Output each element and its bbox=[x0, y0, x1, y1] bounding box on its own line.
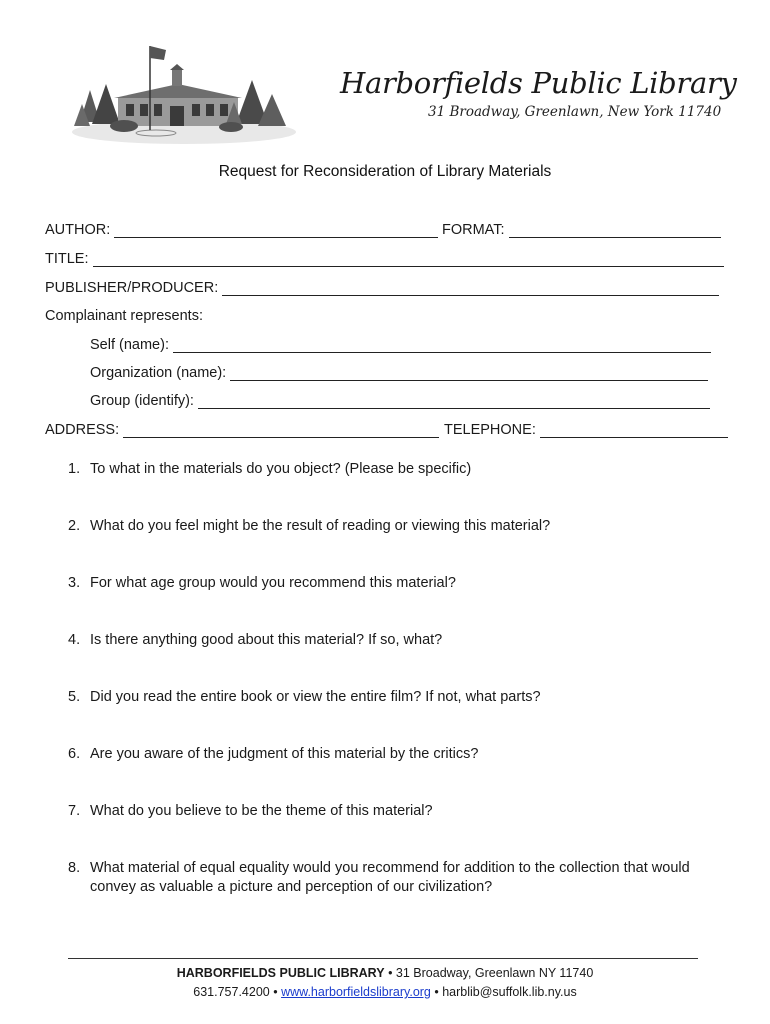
author-row bbox=[45, 222, 438, 238]
group-field[interactable] bbox=[198, 393, 710, 409]
library-logo-icon bbox=[66, 40, 298, 148]
organization-row bbox=[90, 365, 708, 381]
question-text: What do you believe to be the theme of this material? bbox=[90, 803, 433, 819]
question-4 bbox=[68, 631, 700, 650]
title-label: TITLE: bbox=[45, 251, 89, 267]
address-row bbox=[45, 422, 439, 438]
self-row bbox=[90, 337, 711, 353]
library-name: Harborfields Public Library bbox=[340, 66, 737, 100]
organization-label: Organization (name): bbox=[90, 365, 227, 381]
organization-field[interactable] bbox=[230, 365, 708, 381]
question-6 bbox=[68, 745, 700, 764]
question-text: What material of equal equality would you recommend for addition to the collection that would convey as valuable a picture and perception of our civilization? bbox=[90, 860, 690, 895]
publisher-row bbox=[45, 280, 719, 296]
question-text: Are you aware of the judgment of this material by the critics? bbox=[90, 746, 479, 762]
question-text: Did you read the entire book or view the entire film? If not, what parts? bbox=[90, 689, 541, 705]
format-field[interactable] bbox=[509, 222, 721, 238]
question-number: 7. bbox=[68, 803, 81, 819]
format-label: FORMAT: bbox=[442, 222, 505, 238]
question-number: 2. bbox=[68, 518, 81, 534]
telephone-label: TELEPHONE: bbox=[444, 422, 536, 438]
form-title: Request for Reconsideration of Library Materials bbox=[218, 163, 552, 180]
author-field[interactable] bbox=[114, 222, 438, 238]
publisher-field[interactable] bbox=[222, 280, 719, 296]
complainant-label: Complainant represents: bbox=[45, 308, 203, 324]
question-number: 4. bbox=[68, 632, 81, 648]
question-number: 3. bbox=[68, 575, 81, 591]
library-address: 31 Broadway, Greenlawn, New York 11740 bbox=[428, 104, 722, 120]
footer-separator: • bbox=[269, 985, 282, 999]
format-row bbox=[442, 222, 721, 238]
publisher-label: PUBLISHER/PRODUCER: bbox=[45, 280, 219, 296]
telephone-field[interactable] bbox=[540, 422, 728, 438]
question-number: 6. bbox=[68, 746, 81, 762]
question-text: To what in the materials do you object? (Please be specific) bbox=[90, 461, 472, 477]
question-text: What do you feel might be the result of reading or viewing this material? bbox=[90, 518, 551, 534]
question-text: For what age group would you recommend this material? bbox=[90, 575, 456, 591]
question-number: 8. bbox=[68, 860, 81, 876]
address-label: ADDRESS: bbox=[45, 422, 120, 438]
complainant-row bbox=[45, 308, 203, 324]
title-row bbox=[45, 251, 724, 267]
title-field[interactable] bbox=[93, 251, 724, 267]
self-field[interactable] bbox=[173, 337, 711, 353]
question-text: Is there anything good about this material? If so, what? bbox=[90, 632, 443, 648]
question-1 bbox=[68, 460, 700, 479]
author-label: AUTHOR: bbox=[45, 222, 111, 238]
footer-address: 31 Broadway, Greenlawn NY 11740 bbox=[395, 966, 594, 980]
question-number: 5. bbox=[68, 689, 81, 705]
group-row bbox=[90, 393, 710, 409]
address-field[interactable] bbox=[123, 422, 439, 438]
question-number: 1. bbox=[68, 461, 81, 477]
question-8 bbox=[68, 859, 700, 897]
question-3 bbox=[68, 574, 700, 593]
group-label: Group (identify): bbox=[90, 393, 194, 409]
self-label: Self (name): bbox=[90, 337, 169, 353]
footer-line-1 bbox=[0, 966, 770, 980]
footer-separator: • bbox=[430, 985, 443, 999]
footer-line-2 bbox=[0, 985, 770, 999]
footer-email: harblib@suffolk.lib.ny.us bbox=[442, 985, 577, 999]
footer-separator: • bbox=[384, 966, 396, 980]
telephone-row bbox=[444, 422, 728, 438]
footer-phone: 631.757.4200 bbox=[193, 985, 270, 999]
footer-org-name: HARBORFIELDS PUBLIC LIBRARY bbox=[176, 966, 385, 980]
footer-website-link[interactable]: www.harborfieldslibrary.org bbox=[281, 985, 431, 999]
question-2 bbox=[68, 517, 700, 536]
footer-divider bbox=[68, 958, 698, 959]
question-5 bbox=[68, 688, 700, 707]
question-7 bbox=[68, 802, 700, 821]
